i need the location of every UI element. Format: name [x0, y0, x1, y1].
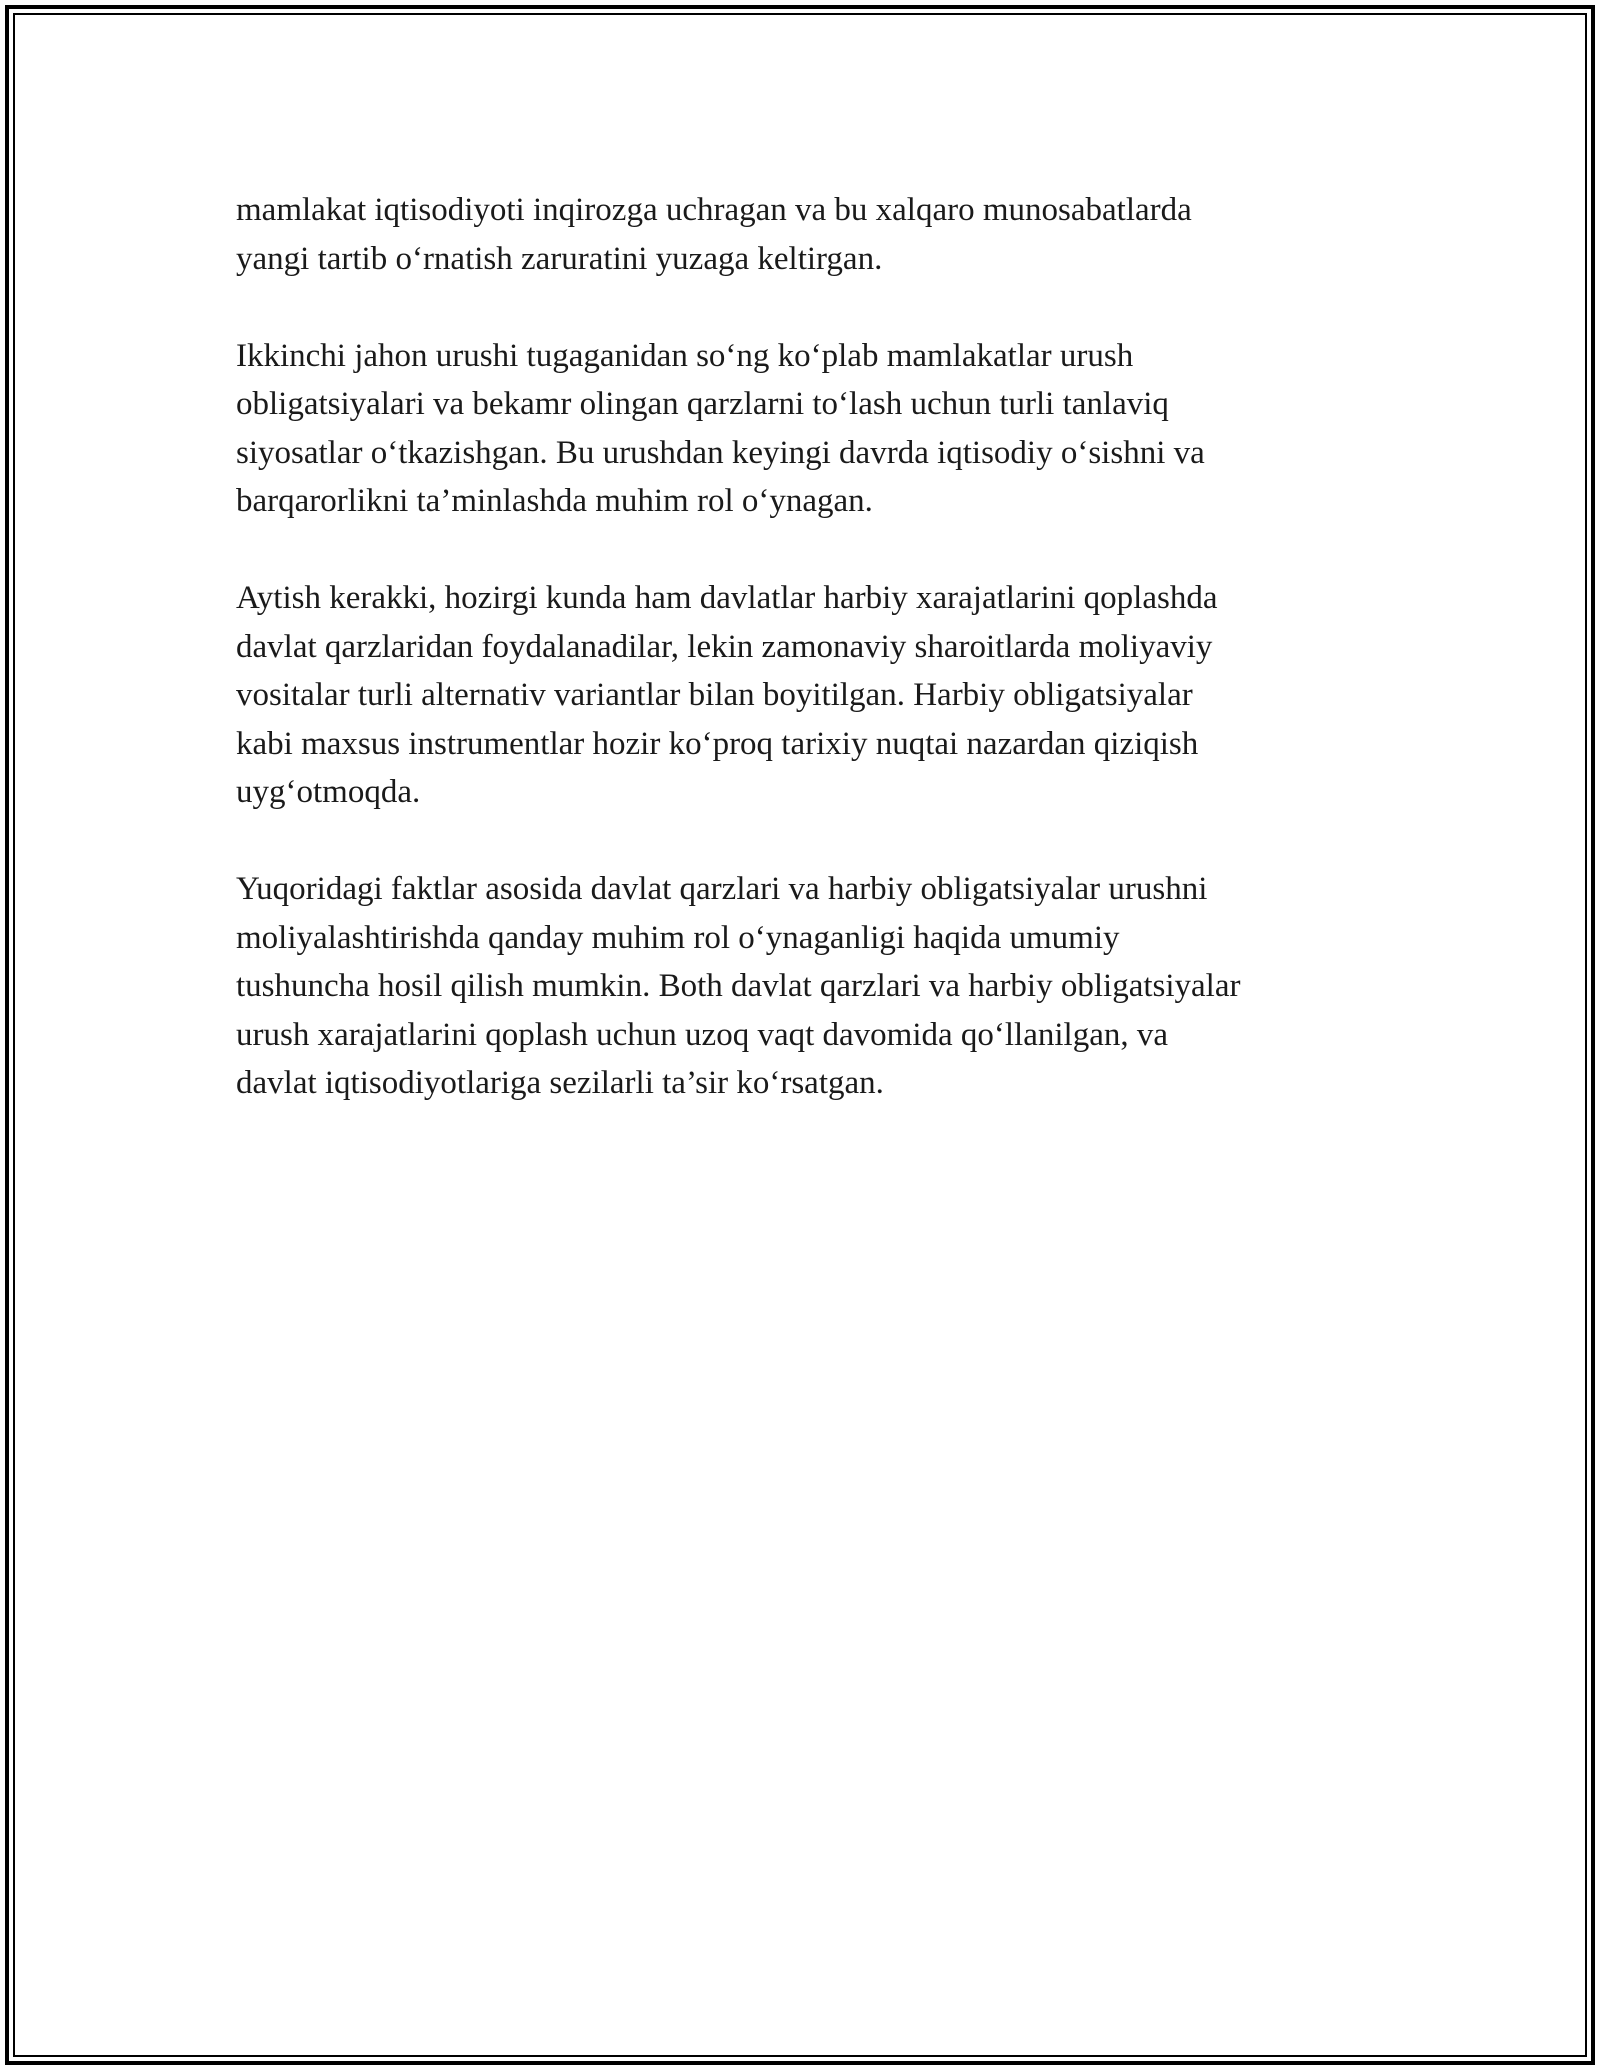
text-line: siyosatlar o‘tkazishgan. Bu urushdan keyingi davrda iqtisodiy o‘sishni va — [236, 434, 1205, 471]
text-line: davlat iqtisodiyotlariga sezilarli ta’sir ko‘rsatgan. — [236, 1065, 884, 1101]
text-line: obligatsiyalari va bekamr olingan qarzlarni to‘lash uchun turli tanlaviq — [236, 386, 1169, 422]
document-body — [236, 186, 1376, 1156]
text-line: Yuqoridagi faktlar asosida davlat qarzlari va harbiy obligatsiyalar urushni — [236, 871, 1208, 907]
text-line: uyg‘otmoqda. — [236, 774, 421, 810]
paragraph-3 — [236, 574, 1376, 817]
text-line: urush xarajatlarini qoplash uchun uzoq vaqt davomida qo‘llanilgan, va — [236, 1016, 1168, 1053]
text-line: Aytish kerakki, hozirgi kunda ham davlatlar harbiy xarajatlarini qoplashda — [236, 580, 1218, 616]
text-line: tushuncha hosil qilish mumkin. Both davlat qarzlari va harbiy obligatsiyalar — [236, 968, 1241, 1004]
text-line: yangi tartib o‘rnatish zaruratini yuzaga keltirgan. — [236, 240, 883, 277]
text-line: Ikkinchi jahon urushi tugaganidan so‘ng ko‘plab mamlakatlar urush — [236, 337, 1134, 374]
text-line: kabi maxsus instrumentlar hozir ko‘proq tarixiy nuqtai nazardan qiziqish — [236, 725, 1199, 762]
text-line: mamlakat iqtisodiyoti inqirozga uchragan va bu xalqaro munosabatlarda — [236, 192, 1192, 228]
paragraph-2 — [236, 332, 1376, 526]
text-line: moliyalashtirishda qanday muhim rol o‘ynaganligi haqida umumiy — [236, 919, 1120, 956]
text-line: davlat qarzlaridan foydalanadilar, lekin zamonaviy sharoitlarda moliyaviy — [236, 628, 1213, 665]
text-line: barqarorlikni ta’minlashda muhim rol o‘ynagan. — [236, 483, 873, 519]
paragraph-1 — [236, 186, 1376, 283]
text-line: vositalar turli alternativ variantlar bilan boyitilgan. Harbiy obligatsiyalar — [236, 677, 1193, 713]
paragraph-4 — [236, 865, 1376, 1108]
